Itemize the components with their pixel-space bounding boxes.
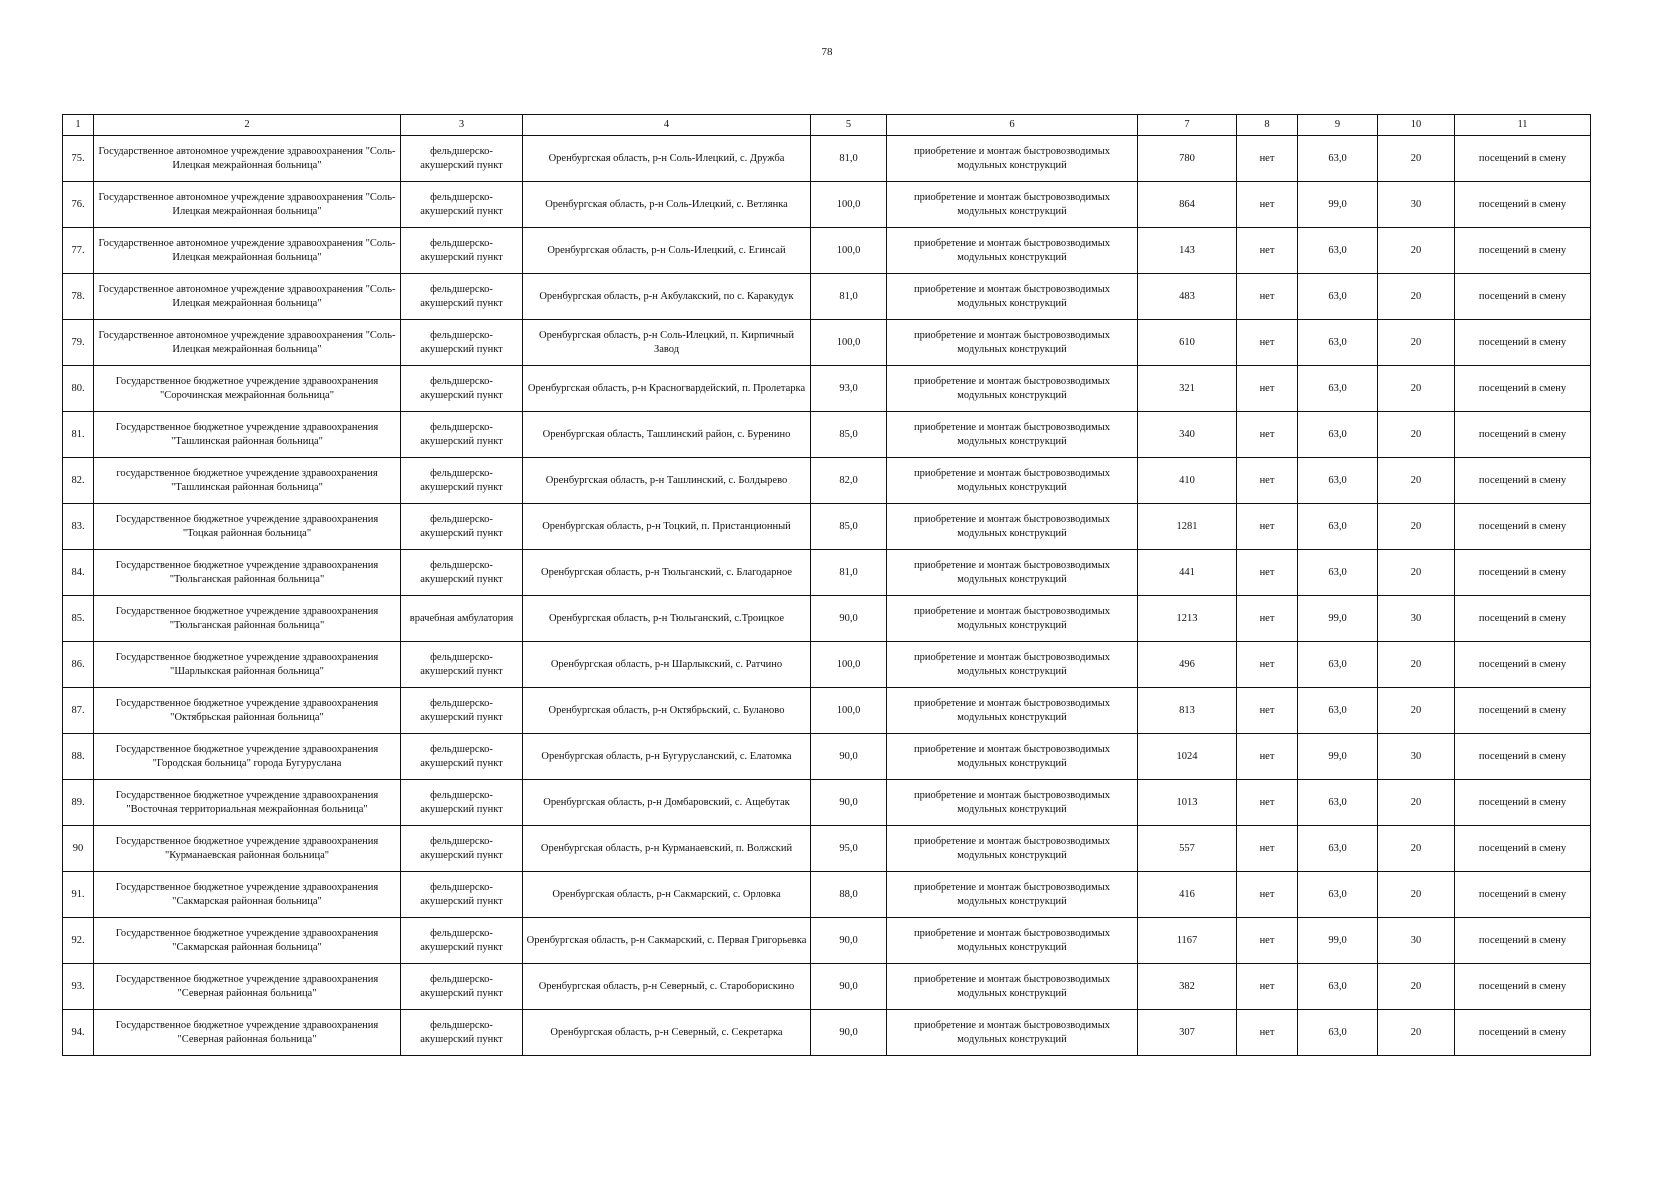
cell-capacity-area: 99,0 [1298,918,1378,964]
cell-work-type: приобретение и монтаж быстровозводимых модульных конструкций [887,780,1138,826]
cell-capacity: 20 [1378,550,1455,596]
table-row [63,274,1591,320]
cell-existing-building: нет [1237,228,1298,274]
cell-row-number: 93. [63,964,94,1010]
cell-address: Оренбургская область, р-н Соль-Илецкий, с. Дружба [523,136,811,182]
cell-row-number: 91. [63,872,94,918]
cell-row-number: 88. [63,734,94,780]
cell-row-number: 83. [63,504,94,550]
cell-area: 95,0 [811,826,887,872]
cell-population: 496 [1138,642,1237,688]
cell-work-type: приобретение и монтаж быстровозводимых модульных конструкций [887,688,1138,734]
cell-work-type: приобретение и монтаж быстровозводимых модульных конструкций [887,458,1138,504]
cell-work-type: приобретение и монтаж быстровозводимых модульных конструкций [887,734,1138,780]
cell-address: Оренбургская область, р-н Соль-Илецкий, п. Кирпичный Завод [523,320,811,366]
cell-area: 93,0 [811,366,887,412]
cell-existing-building: нет [1237,458,1298,504]
cell-capacity: 20 [1378,228,1455,274]
cell-address: Оренбургская область, р-н Тоцкий, п. Пристанционный [523,504,811,550]
cell-capacity: 20 [1378,1010,1455,1056]
cell-facility-type: фельдшерско-акушерский пункт [401,136,523,182]
cell-area: 81,0 [811,550,887,596]
table-row [63,596,1591,642]
cell-capacity-area: 63,0 [1298,826,1378,872]
cell-population: 864 [1138,182,1237,228]
page-number: 78 [821,46,833,58]
cell-population: 780 [1138,136,1237,182]
cell-row-number: 81. [63,412,94,458]
cell-capacity: 20 [1378,826,1455,872]
facilities-table [62,114,1591,1056]
cell-population: 610 [1138,320,1237,366]
cell-address: Оренбургская область, р-н Северный, с. Староборискино [523,964,811,1010]
column-header: 3 [401,115,523,136]
cell-facility-type: фельдшерско-акушерский пункт [401,228,523,274]
cell-population: 1167 [1138,918,1237,964]
cell-institution-name: Государственное бюджетное учреждение здравоохранения "Тюльганская районная больница" [94,596,401,642]
table-row [63,780,1591,826]
cell-institution-name: Государственное бюджетное учреждение здравоохранения "Сорочинская межрайонная больница" [94,366,401,412]
cell-address: Оренбургская область, р-н Бугурусланский, с. Елатомка [523,734,811,780]
cell-address: Оренбургская область, р-н Северный, с. Секретарка [523,1010,811,1056]
cell-population: 813 [1138,688,1237,734]
cell-row-number: 87. [63,688,94,734]
cell-existing-building: нет [1237,964,1298,1010]
cell-capacity-area: 99,0 [1298,734,1378,780]
cell-capacity-area: 63,0 [1298,872,1378,918]
cell-capacity-area: 63,0 [1298,458,1378,504]
cell-capacity-unit: посещений в смену [1455,964,1591,1010]
cell-row-number: 77. [63,228,94,274]
cell-existing-building: нет [1237,918,1298,964]
cell-existing-building: нет [1237,872,1298,918]
cell-existing-building: нет [1237,182,1298,228]
cell-capacity: 20 [1378,320,1455,366]
cell-area: 81,0 [811,274,887,320]
column-header: 5 [811,115,887,136]
cell-existing-building: нет [1237,412,1298,458]
cell-institution-name: государственное бюджетное учреждение здравоохранения "Ташлинская районная больница" [94,458,401,504]
cell-capacity-area: 63,0 [1298,504,1378,550]
cell-row-number: 79. [63,320,94,366]
cell-population: 321 [1138,366,1237,412]
cell-existing-building: нет [1237,504,1298,550]
cell-capacity-area: 63,0 [1298,642,1378,688]
cell-capacity-unit: посещений в смену [1455,182,1591,228]
cell-area: 100,0 [811,642,887,688]
cell-capacity-area: 63,0 [1298,550,1378,596]
cell-work-type: приобретение и монтаж быстровозводимых модульных конструкций [887,320,1138,366]
cell-population: 1281 [1138,504,1237,550]
cell-capacity-area: 99,0 [1298,182,1378,228]
cell-facility-type: фельдшерско-акушерский пункт [401,918,523,964]
cell-work-type: приобретение и монтаж быстровозводимых модульных конструкций [887,826,1138,872]
table-row [63,688,1591,734]
cell-area: 100,0 [811,688,887,734]
cell-facility-type: фельдшерско-акушерский пункт [401,826,523,872]
cell-row-number: 85. [63,596,94,642]
cell-institution-name: Государственное автономное учреждение здравоохранения "Соль-Илецкая межрайонная больница" [94,320,401,366]
column-header: 10 [1378,115,1455,136]
column-header: 6 [887,115,1138,136]
cell-existing-building: нет [1237,596,1298,642]
table-row [63,550,1591,596]
cell-row-number: 90 [63,826,94,872]
cell-work-type: приобретение и монтаж быстровозводимых модульных конструкций [887,274,1138,320]
cell-area: 85,0 [811,504,887,550]
table-row [63,964,1591,1010]
cell-work-type: приобретение и монтаж быстровозводимых модульных конструкций [887,136,1138,182]
cell-area: 85,0 [811,412,887,458]
cell-row-number: 84. [63,550,94,596]
cell-institution-name: Государственное бюджетное учреждение здравоохранения "Шарлыкская районная больница" [94,642,401,688]
cell-facility-type: фельдшерско-акушерский пункт [401,550,523,596]
cell-capacity-area: 63,0 [1298,366,1378,412]
cell-area: 90,0 [811,734,887,780]
cell-row-number: 86. [63,642,94,688]
cell-institution-name: Государственное бюджетное учреждение здравоохранения "Городская больница" города Бугуруслана [94,734,401,780]
cell-capacity-unit: посещений в смену [1455,918,1591,964]
table-row [63,918,1591,964]
column-header: 1 [63,115,94,136]
cell-institution-name: Государственное бюджетное учреждение здравоохранения "Сакмарская районная больница" [94,872,401,918]
cell-capacity-area: 63,0 [1298,688,1378,734]
cell-row-number: 78. [63,274,94,320]
column-header: 4 [523,115,811,136]
header-row [63,115,1591,136]
cell-capacity: 20 [1378,504,1455,550]
cell-institution-name: Государственное автономное учреждение здравоохранения "Соль-Илецкая межрайонная больница" [94,136,401,182]
cell-capacity: 30 [1378,734,1455,780]
cell-row-number: 94. [63,1010,94,1056]
cell-capacity-unit: посещений в смену [1455,826,1591,872]
cell-capacity: 20 [1378,136,1455,182]
cell-address: Оренбургская область, р-н Сакмарский, с. Орловка [523,872,811,918]
column-header: 8 [1237,115,1298,136]
cell-area: 90,0 [811,964,887,1010]
cell-facility-type: фельдшерско-акушерский пункт [401,274,523,320]
cell-row-number: 92. [63,918,94,964]
cell-work-type: приобретение и монтаж быстровозводимых модульных конструкций [887,550,1138,596]
cell-capacity: 20 [1378,780,1455,826]
cell-capacity-unit: посещений в смену [1455,412,1591,458]
cell-area: 88,0 [811,872,887,918]
cell-address: Оренбургская область, Ташлинский район, с. Буренино [523,412,811,458]
cell-capacity-unit: посещений в смену [1455,458,1591,504]
cell-capacity-unit: посещений в смену [1455,780,1591,826]
cell-population: 557 [1138,826,1237,872]
cell-population: 441 [1138,550,1237,596]
cell-capacity-unit: посещений в смену [1455,596,1591,642]
table-row [63,872,1591,918]
cell-capacity: 30 [1378,596,1455,642]
table-row [63,458,1591,504]
cell-facility-type: фельдшерско-акушерский пункт [401,366,523,412]
cell-institution-name: Государственное автономное учреждение здравоохранения "Соль-Илецкая межрайонная больница" [94,182,401,228]
cell-capacity: 20 [1378,458,1455,504]
cell-capacity-area: 63,0 [1298,320,1378,366]
cell-capacity-unit: посещений в смену [1455,504,1591,550]
cell-existing-building: нет [1237,320,1298,366]
cell-capacity-unit: посещений в смену [1455,274,1591,320]
cell-capacity-area: 63,0 [1298,228,1378,274]
cell-facility-type: фельдшерско-акушерский пункт [401,320,523,366]
cell-facility-type: врачебная амбулатория [401,596,523,642]
cell-work-type: приобретение и монтаж быстровозводимых модульных конструкций [887,918,1138,964]
cell-address: Оренбургская область, р-н Курманаевский, п. Волжский [523,826,811,872]
cell-institution-name: Государственное бюджетное учреждение здравоохранения "Восточная территориальная межрайонная больница" [94,780,401,826]
cell-work-type: приобретение и монтаж быстровозводимых модульных конструкций [887,642,1138,688]
cell-address: Оренбургская область, р-н Тюльганский, с.Троицкое [523,596,811,642]
cell-address: Оренбургская область, р-н Ташлинский, с. Болдырево [523,458,811,504]
cell-population: 1024 [1138,734,1237,780]
cell-capacity: 20 [1378,642,1455,688]
cell-institution-name: Государственное автономное учреждение здравоохранения "Соль-Илецкая межрайонная больница" [94,228,401,274]
cell-facility-type: фельдшерско-акушерский пункт [401,964,523,1010]
cell-address: Оренбургская область, р-н Акбулакский, по с. Каракудук [523,274,811,320]
table-row [63,642,1591,688]
cell-institution-name: Государственное бюджетное учреждение здравоохранения "Сакмарская районная больница" [94,918,401,964]
cell-capacity: 20 [1378,872,1455,918]
cell-population: 416 [1138,872,1237,918]
cell-address: Оренбургская область, р-н Соль-Илецкий, с. Егинсай [523,228,811,274]
cell-address: Оренбургская область, р-н Соль-Илецкий, с. Ветлянка [523,182,811,228]
cell-address: Оренбургская область, р-н Домбаровский, с. Ащебутак [523,780,811,826]
cell-capacity-unit: посещений в смену [1455,228,1591,274]
cell-facility-type: фельдшерско-акушерский пункт [401,182,523,228]
cell-capacity-area: 63,0 [1298,964,1378,1010]
cell-facility-type: фельдшерско-акушерский пункт [401,458,523,504]
column-header: 2 [94,115,401,136]
column-header: 9 [1298,115,1378,136]
cell-address: Оренбургская область, р-н Сакмарский, с. Первая Григорьевка [523,918,811,964]
cell-facility-type: фельдшерско-акушерский пункт [401,412,523,458]
cell-capacity-unit: посещений в смену [1455,1010,1591,1056]
column-header: 11 [1455,115,1591,136]
cell-population: 483 [1138,274,1237,320]
cell-work-type: приобретение и монтаж быстровозводимых модульных конструкций [887,1010,1138,1056]
cell-capacity-unit: посещений в смену [1455,366,1591,412]
cell-existing-building: нет [1237,550,1298,596]
cell-work-type: приобретение и монтаж быстровозводимых модульных конструкций [887,182,1138,228]
cell-work-type: приобретение и монтаж быстровозводимых модульных конструкций [887,366,1138,412]
table-row [63,320,1591,366]
cell-existing-building: нет [1237,734,1298,780]
cell-existing-building: нет [1237,274,1298,320]
cell-work-type: приобретение и монтаж быстровозводимых модульных конструкций [887,412,1138,458]
cell-population: 382 [1138,964,1237,1010]
cell-capacity: 20 [1378,274,1455,320]
cell-work-type: приобретение и монтаж быстровозводимых модульных конструкций [887,964,1138,1010]
cell-capacity: 30 [1378,182,1455,228]
cell-population: 340 [1138,412,1237,458]
cell-population: 143 [1138,228,1237,274]
cell-capacity-unit: посещений в смену [1455,734,1591,780]
cell-capacity-unit: посещений в смену [1455,642,1591,688]
cell-institution-name: Государственное бюджетное учреждение здравоохранения "Курманаевская районная больница" [94,826,401,872]
cell-area: 90,0 [811,918,887,964]
cell-address: Оренбургская область, р-н Тюльганский, с. Благодарное [523,550,811,596]
cell-row-number: 80. [63,366,94,412]
table-row [63,412,1591,458]
cell-capacity-area: 63,0 [1298,412,1378,458]
table-row [63,826,1591,872]
cell-address: Оренбургская область, р-н Октябрьский, с. Буланово [523,688,811,734]
cell-existing-building: нет [1237,642,1298,688]
cell-existing-building: нет [1237,136,1298,182]
table-row [63,504,1591,550]
table-row [63,228,1591,274]
cell-area: 90,0 [811,596,887,642]
cell-row-number: 89. [63,780,94,826]
cell-institution-name: Государственное бюджетное учреждение здравоохранения "Октябрьская районная больница" [94,688,401,734]
cell-row-number: 82. [63,458,94,504]
cell-facility-type: фельдшерско-акушерский пункт [401,734,523,780]
cell-institution-name: Государственное бюджетное учреждение здравоохранения "Тюльганская районная больница" [94,550,401,596]
cell-population: 1013 [1138,780,1237,826]
cell-institution-name: Государственное бюджетное учреждение здравоохранения "Ташлинская районная больница" [94,412,401,458]
cell-capacity-area: 63,0 [1298,136,1378,182]
cell-work-type: приобретение и монтаж быстровозводимых модульных конструкций [887,504,1138,550]
cell-row-number: 75. [63,136,94,182]
cell-work-type: приобретение и монтаж быстровозводимых модульных конструкций [887,872,1138,918]
cell-area: 90,0 [811,1010,887,1056]
cell-capacity: 20 [1378,964,1455,1010]
cell-capacity-area: 63,0 [1298,780,1378,826]
cell-area: 82,0 [811,458,887,504]
cell-institution-name: Государственное автономное учреждение здравоохранения "Соль-Илецкая межрайонная больница" [94,274,401,320]
cell-existing-building: нет [1237,366,1298,412]
cell-capacity-area: 63,0 [1298,1010,1378,1056]
table-body [63,136,1591,1056]
cell-address: Оренбургская область, р-н Красногвардейский, п. Пролетарка [523,366,811,412]
cell-capacity: 20 [1378,366,1455,412]
cell-area: 100,0 [811,228,887,274]
column-header: 7 [1138,115,1237,136]
cell-institution-name: Государственное бюджетное учреждение здравоохранения "Северная районная больница" [94,964,401,1010]
cell-existing-building: нет [1237,826,1298,872]
cell-population: 410 [1138,458,1237,504]
cell-existing-building: нет [1237,780,1298,826]
cell-facility-type: фельдшерско-акушерский пункт [401,1010,523,1056]
cell-capacity-area: 99,0 [1298,596,1378,642]
cell-existing-building: нет [1237,1010,1298,1056]
table-row [63,182,1591,228]
cell-row-number: 76. [63,182,94,228]
cell-facility-type: фельдшерско-акушерский пункт [401,642,523,688]
table-row [63,136,1591,182]
cell-population: 307 [1138,1010,1237,1056]
cell-capacity-unit: посещений в смену [1455,550,1591,596]
cell-work-type: приобретение и монтаж быстровозводимых модульных конструкций [887,228,1138,274]
cell-area: 100,0 [811,320,887,366]
cell-work-type: приобретение и монтаж быстровозводимых модульных конструкций [887,596,1138,642]
cell-capacity: 20 [1378,412,1455,458]
table-row [63,366,1591,412]
cell-capacity-unit: посещений в смену [1455,136,1591,182]
cell-capacity: 30 [1378,918,1455,964]
cell-capacity-unit: посещений в смену [1455,320,1591,366]
cell-area: 81,0 [811,136,887,182]
cell-facility-type: фельдшерско-акушерский пункт [401,504,523,550]
cell-capacity-unit: посещений в смену [1455,872,1591,918]
cell-facility-type: фельдшерско-акушерский пункт [401,780,523,826]
cell-institution-name: Государственное бюджетное учреждение здравоохранения "Северная районная больница" [94,1010,401,1056]
cell-capacity: 20 [1378,688,1455,734]
cell-existing-building: нет [1237,688,1298,734]
table-row [63,734,1591,780]
cell-address: Оренбургская область, р-н Шарлыкский, с. Ратчино [523,642,811,688]
cell-capacity-area: 63,0 [1298,274,1378,320]
cell-area: 90,0 [811,780,887,826]
cell-capacity-unit: посещений в смену [1455,688,1591,734]
table-row [63,1010,1591,1056]
cell-institution-name: Государственное бюджетное учреждение здравоохранения "Тоцкая районная больница" [94,504,401,550]
cell-area: 100,0 [811,182,887,228]
cell-facility-type: фельдшерско-акушерский пункт [401,688,523,734]
cell-facility-type: фельдшерско-акушерский пункт [401,872,523,918]
cell-population: 1213 [1138,596,1237,642]
